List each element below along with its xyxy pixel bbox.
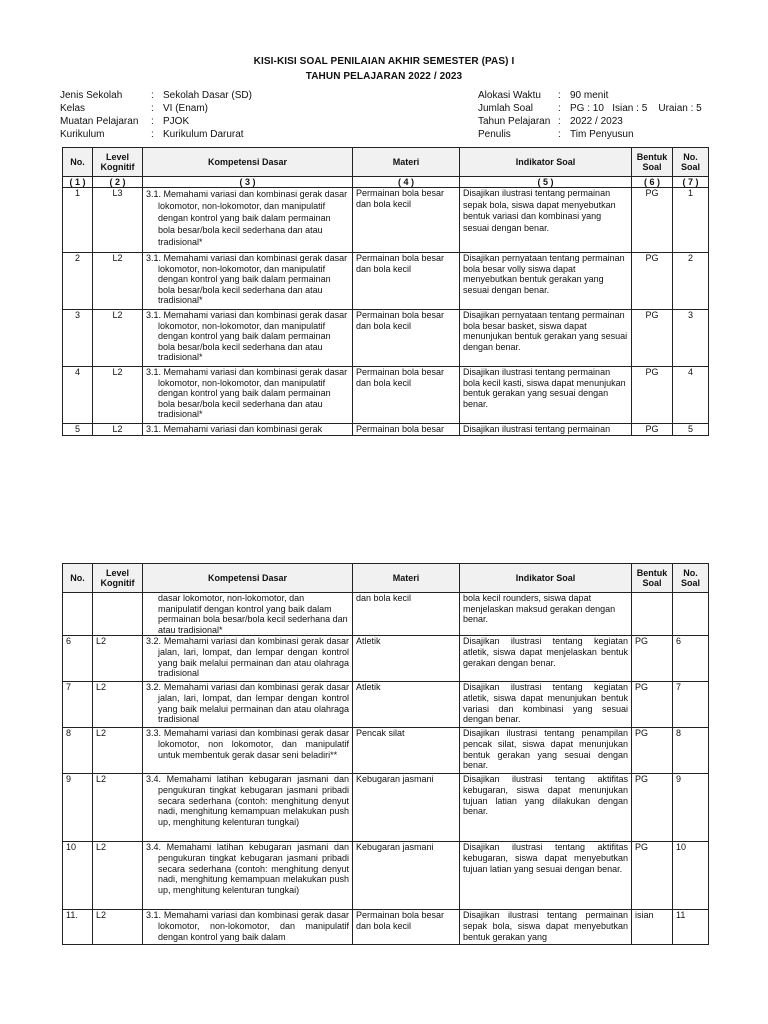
header-indikator: Indikator Soal — [460, 148, 632, 177]
cell-kd: 3.1. Memahami variasi dan kombinasi gerak dasar lokomotor, non-lokomotor, dan manipulatif dengan kontrol yang baik dalam permainan bola besar/bola kecil sederhana dan atau tradisional* — [143, 188, 353, 253]
cell-materi: Kebugaran jasmani — [353, 774, 460, 842]
cell-kd: dasar lokomotor, non-lokomotor, dan manipulatif dengan kontrol yang baik dalam permainan bola besar/bola kecil sederhana dan atau tradisional* — [143, 593, 353, 636]
info-label: Muatan Pelajaran — [60, 116, 139, 127]
table-row — [63, 424, 709, 436]
cell-level — [93, 593, 143, 636]
info-row — [60, 128, 252, 141]
info-value: Sekolah Dasar (SD) — [163, 90, 252, 101]
cell-level: L2 — [93, 910, 143, 945]
info-value: PJOK — [163, 116, 190, 127]
cell-nosoal: 2 — [673, 253, 709, 310]
cell-materi: Permainan bola besar — [353, 424, 460, 436]
column-number: ( 5 ) — [460, 177, 632, 188]
cell-kd: 3.1. Memahami variasi dan kombinasi gerak — [143, 424, 353, 436]
cell-nosoal: 10 — [673, 842, 709, 910]
document-subtitle: TAHUN PELAJARAN 2022 / 2023 — [305, 71, 463, 82]
info-label: Alokasi Waktu — [478, 90, 541, 101]
cell-indikator: Disajikan pernyataan tentang permainan bola besar basket, siswa dapat menunjukan bentuk gerakan yang sesuai dengan benar. — [460, 310, 632, 367]
info-colon: : — [151, 116, 154, 127]
cell-no: 9 — [63, 774, 93, 842]
header-materi: Materi — [353, 148, 460, 177]
info-row — [60, 89, 252, 102]
column-number: ( 3 ) — [143, 177, 353, 188]
cell-bentuk: PG — [632, 188, 673, 253]
info-row — [478, 89, 702, 102]
cell-no: 4 — [63, 367, 93, 424]
cell-materi: Atletik — [353, 682, 460, 728]
cell-no: 2 — [63, 253, 93, 310]
cell-nosoal: 4 — [673, 367, 709, 424]
header-no: No. — [63, 564, 93, 593]
header-kd: Kompetensi Dasar — [143, 564, 353, 593]
header-bentuk: Bentuk Soal — [632, 564, 673, 593]
info-row — [60, 102, 252, 115]
column-number: ( 7 ) — [673, 177, 709, 188]
cell-level: L2 — [93, 682, 143, 728]
cell-bentuk: PG — [632, 367, 673, 424]
cell-kd: 3.1. Memahami variasi dan kombinasi gerak dasar lokomotor, non-lokomotor, dan manipulatif dengan kontrol yang baik dalam — [143, 910, 353, 945]
cell-indikator: Disajikan pernyataan tentang permainan bola besar volly siswa dapat menyebutkan bentuk gerakan yang sesuai dengan benar. — [460, 253, 632, 310]
cell-no: 5 — [63, 424, 93, 436]
table-row-continued — [63, 593, 709, 636]
cell-no: 8 — [63, 728, 93, 774]
header-materi: Materi — [353, 564, 460, 593]
table-row — [63, 188, 709, 253]
info-value: Kurikulum Darurat — [163, 129, 244, 140]
cell-materi: Permainan bola besar dan bola kecil — [353, 253, 460, 310]
cell-bentuk: PG — [632, 728, 673, 774]
table-header-row — [63, 564, 709, 593]
cell-materi: Kebugaran jasmani — [353, 842, 460, 910]
cell-materi: Permainan bola besar dan bola kecil — [353, 310, 460, 367]
header-kd: Kompetensi Dasar — [143, 148, 353, 177]
info-value: VI (Enam) — [163, 103, 209, 114]
cell-indikator: Disajikan ilustrasi tentang permainan sepak bola, siswa dapat menyebutkan bentuk gerakan yang — [460, 910, 632, 945]
cell-nosoal: 7 — [673, 682, 709, 728]
info-right — [478, 89, 702, 141]
cell-nosoal: 8 — [673, 728, 709, 774]
column-number: ( 6 ) — [632, 177, 673, 188]
cell-nosoal — [673, 593, 709, 636]
info-label: Jenis Sekolah — [60, 90, 123, 101]
cell-nosoal: 5 — [673, 424, 709, 436]
cell-materi: Pencak silat — [353, 728, 460, 774]
table-row — [63, 310, 709, 367]
cell-indikator: Disajikan ilustrasi tentang permainan — [460, 424, 632, 436]
cell-bentuk: PG — [632, 774, 673, 842]
cell-no: 11. — [63, 910, 93, 945]
table-row — [63, 774, 709, 842]
cell-materi: Permainan bola besar dan bola kecil — [353, 367, 460, 424]
cell-bentuk: PG — [632, 682, 673, 728]
table-row — [63, 728, 709, 774]
cell-level: L2 — [93, 253, 143, 310]
info-colon: : — [151, 90, 154, 101]
header-no: No. — [63, 148, 93, 177]
info-label: Jumlah Soal — [478, 103, 534, 114]
header-indikator: Indikator Soal — [460, 564, 632, 593]
cell-kd: 3.2. Memahami variasi dan kombinasi gerak dasar jalan, lari, lompat, dan lempar dengan kontrol yang baik melalui permainan dan atau olahraga tradisional — [143, 636, 353, 682]
cell-nosoal: 9 — [673, 774, 709, 842]
info-colon: : — [151, 103, 154, 114]
cell-materi: Permainan bola besar dan bola kecil — [353, 910, 460, 945]
cell-no: 7 — [63, 682, 93, 728]
cell-kd: 3.3. Memahami variasi dan kombinasi gerak dasar lokomotor, non lokomotor, dan manipulatif untuk membentuk gerak dasar seni beladiri** — [143, 728, 353, 774]
cell-indikator: Disajikan ilustrasi tentang permainan bola kecil kasti, siswa dapat menunjukan bentuk gerakan yang sesuai dengan benar. — [460, 367, 632, 424]
info-row — [478, 128, 702, 141]
info-colon: : — [558, 129, 561, 140]
cell-level: L2 — [93, 424, 143, 436]
cell-level: L2 — [93, 310, 143, 367]
cell-bentuk: isian — [632, 910, 673, 945]
cell-nosoal: 3 — [673, 310, 709, 367]
table-row — [63, 910, 709, 945]
info-colon: : — [151, 129, 154, 140]
cell-level: L2 — [93, 774, 143, 842]
info-label: Kelas — [60, 103, 86, 114]
cell-indikator: Disajikan ilustrasi tentang aktifitas kebugaran, siswa dapat menunjukan tujuan latian yang dilakukan dengan benar. — [460, 774, 632, 842]
info-colon: : — [558, 90, 561, 101]
cell-bentuk: PG — [632, 842, 673, 910]
cell-materi: Atletik — [353, 636, 460, 682]
cell-bentuk: PG — [632, 636, 673, 682]
cell-indikator: Disajikan ilustrasi tentang aktifitas kebugaran, siswa dapat menyebutkan tujuan latian yang sesuai dengan benar. — [460, 842, 632, 910]
cell-indikator: Disajikan ilustrasi tentang permainan sepak bola, siswa dapat menyebutkan bentuk variasi dan kombinasi yang sesuai dengan benar. — [460, 188, 632, 253]
info-value: 2022 / 2023 — [570, 116, 623, 127]
kisi-table-page-1 — [62, 147, 709, 436]
cell-bentuk — [632, 593, 673, 636]
cell-nosoal: 1 — [673, 188, 709, 253]
table-header-row — [63, 148, 709, 177]
cell-indikator: Disajikan ilustrasi tentang penampilan pencak silat, siswa dapat menunjukan bentuk gerakan yang sesuai dengan benar. — [460, 728, 632, 774]
column-number: ( 2 ) — [93, 177, 143, 188]
cell-indikator: bola kecil rounders, siswa dapat menjelaskan maksud gerakan dengan benar. — [460, 593, 632, 636]
header-level: Level Kognitif — [93, 564, 143, 593]
header-bentuk: Bentuk Soal — [632, 148, 673, 177]
info-row — [478, 102, 702, 115]
cell-level: L3 — [93, 188, 143, 253]
cell-level: L2 — [93, 636, 143, 682]
cell-no: 1 — [63, 188, 93, 253]
table-row — [63, 636, 709, 682]
info-label: Tahun Pelajaran — [478, 116, 551, 127]
header-level: Level Kognitif — [93, 148, 143, 177]
table-row — [63, 367, 709, 424]
cell-indikator: Disajikan ilustrasi tentang kegiatan atletik, siswa dapat menjelaskan bentuk gerakan dengan benar. — [460, 636, 632, 682]
table-row — [63, 682, 709, 728]
cell-materi: Permainan bola besar dan bola kecil — [353, 188, 460, 253]
info-left — [60, 89, 252, 141]
cell-kd: 3.2. Memahami variasi dan kombinasi gerak dasar jalan, lari, lompat, dan lempar dengan kontrol yang baik melalui permainan dan atau olahraga tradisional — [143, 682, 353, 728]
info-label: Penulis — [478, 129, 511, 140]
cell-nosoal: 6 — [673, 636, 709, 682]
cell-materi: dan bola kecil — [353, 593, 460, 636]
cell-level: L2 — [93, 842, 143, 910]
document-title: KISI-KISI SOAL PENILAIAN AKHIR SEMESTER (PAS) I — [253, 56, 515, 67]
cell-no: 10 — [63, 842, 93, 910]
header-nosoal: No. Soal — [673, 564, 709, 593]
cell-indikator: Disajikan ilustrasi tentang kegiatan atletik, siswa dapat menunjukan bentuk variasi dan kombinasi yang sesuai dengan benar. — [460, 682, 632, 728]
cell-level: L2 — [93, 367, 143, 424]
cell-kd: 3.1. Memahami variasi dan kombinasi gerak dasar lokomotor, non-lokomotor, dan manipulatif dengan kontrol yang baik dalam permainan bola besar/bola kecil sederhana dan atau tradisional* — [143, 367, 353, 424]
info-row — [60, 115, 252, 128]
info-value: PG : 10 Isian : 5 Uraian : 5 — [570, 103, 702, 114]
cell-kd: 3.4. Memahami latihan kebugaran jasmani dan pengukuran tingkat kebugaran jasmani pribadi secara sederhana (contoh: menghitung denyut nadi, menghitung kemampuan melakukan push up, menghitung kelenturan tungkai) — [143, 842, 353, 910]
cell-kd: 3.4. Memahami latihan kebugaran jasmani dan pengukuran tingkat kebugaran jasmani pribadi secara sederhana (contoh: menghitung denyut nadi, menghitung kemampuan melakukan push up, menghitung kelenturan tungkai) — [143, 774, 353, 842]
cell-no: 3 — [63, 310, 93, 367]
cell-bentuk: PG — [632, 253, 673, 310]
header-nosoal: No. Soal — [673, 148, 709, 177]
cell-kd: 3.1. Memahami variasi dan kombinasi gerak dasar lokomotor, non-lokomotor, dan manipulatif dengan kontrol yang baik dalam permainan bola besar/bola kecil sederhana dan atau tradisional* — [143, 253, 353, 310]
info-colon: : — [558, 103, 561, 114]
info-colon: : — [558, 116, 561, 127]
table-row — [63, 842, 709, 910]
info-row — [478, 115, 702, 128]
cell-bentuk: PG — [632, 310, 673, 367]
column-number-row — [63, 177, 709, 188]
cell-nosoal: 11 — [673, 910, 709, 945]
cell-level: L2 — [93, 728, 143, 774]
cell-no: 6 — [63, 636, 93, 682]
cell-no — [63, 593, 93, 636]
info-value: Tim Penyusun — [570, 129, 634, 140]
info-value: 90 menit — [570, 90, 609, 101]
info-label: Kurikulum — [60, 129, 105, 140]
column-number: ( 4 ) — [353, 177, 460, 188]
cell-bentuk: PG — [632, 424, 673, 436]
table-row — [63, 253, 709, 310]
kisi-table-page-2 — [62, 563, 709, 945]
column-number: ( 1 ) — [63, 177, 93, 188]
cell-kd: 3.1. Memahami variasi dan kombinasi gerak dasar lokomotor, non-lokomotor, dan manipulatif dengan kontrol yang baik dalam permainan bola besar/bola kecil sederhana dan atau tradisional* — [143, 310, 353, 367]
